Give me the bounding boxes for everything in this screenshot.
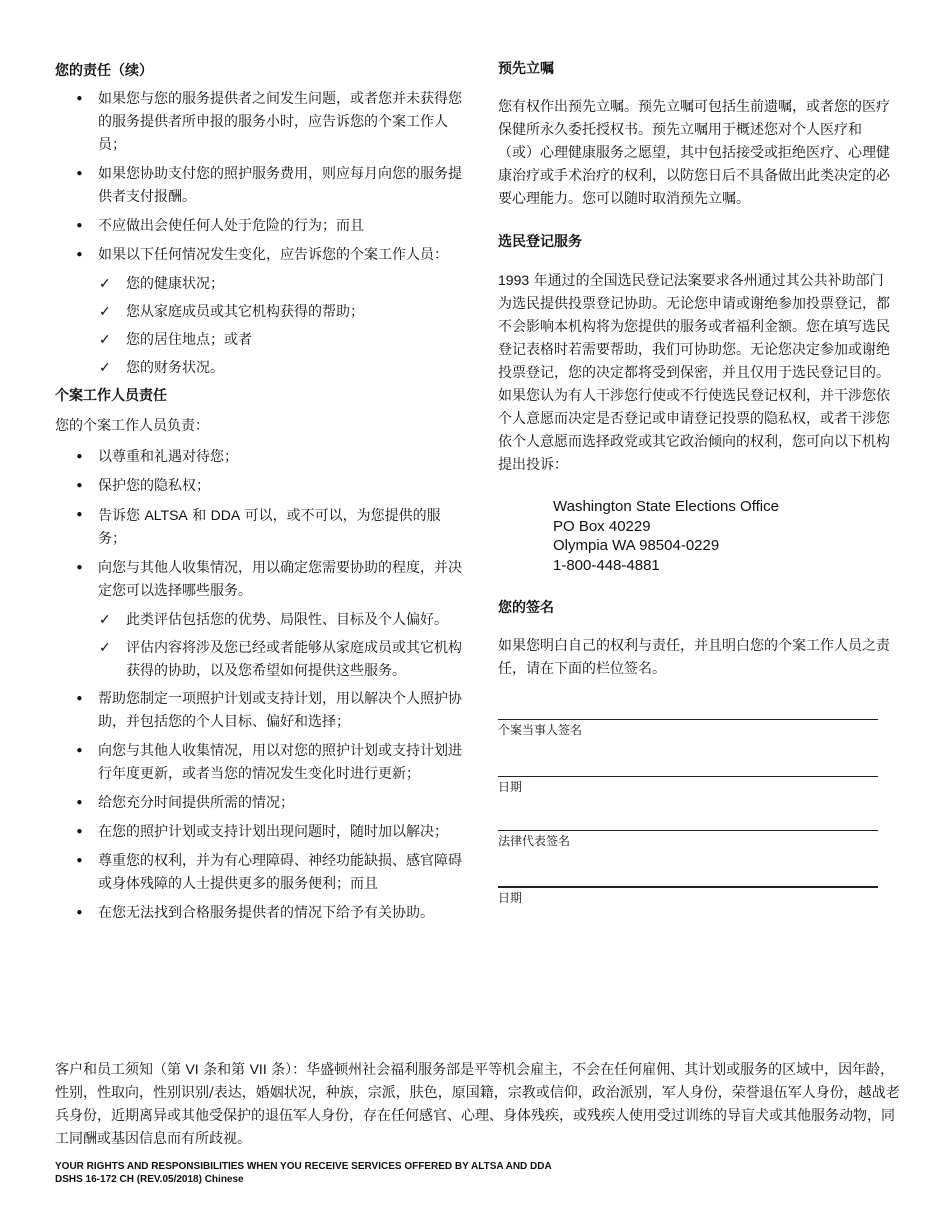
client-date-line[interactable] <box>498 776 878 777</box>
list-item: • 如果您协助支付您的照护服务费用，则应每月向您的服务提供者支付报酬。 <box>55 163 465 209</box>
list-item <box>55 504 465 551</box>
text-part: 告诉您 <box>98 508 145 524</box>
checklist-item: ✓ 您从家庭成员或其它机构获得的帮助； <box>55 301 465 324</box>
checklist-item: ✓ 评估内容将涉及您已经或者能够从家庭成员或其它机构获得的协助，以及您希望如何提供这些服务。 <box>55 637 465 683</box>
address-line: Olympia WA 98504-0229 <box>553 537 720 554</box>
form-footer <box>55 1161 552 1186</box>
signature-block <box>498 719 893 906</box>
roman-numeral: VII <box>249 1061 267 1077</box>
list-item: • 向您与其他人收集情况，用以确定您需要协助的程度，并决定您可以选择哪些服务。 <box>55 557 465 603</box>
checklist-item: ✓ 您的财务状况。 <box>55 357 465 380</box>
caseworker-heading: 个案工作人员责任 <box>55 388 167 404</box>
left-column <box>55 58 465 931</box>
caseworker-intro: 您的个案工作人员负责： <box>55 418 209 434</box>
text-part: 和 <box>187 508 211 524</box>
assessment-checklist <box>55 609 465 683</box>
list-item: • 如果以下任何情况发生变化，应告诉您的个案工作人员： <box>55 244 465 267</box>
phone-number: 1-800-448-4881 <box>553 556 660 574</box>
year: 1993 <box>498 272 530 288</box>
list-item: • 帮助您制定一项照护计划或支持计划，用以解决个人照护协助，并包括您的个人目标、偏好和选择； <box>55 688 465 734</box>
caseworker-list <box>55 446 465 603</box>
text-part: 客户和员工须知（第 <box>55 1062 186 1078</box>
responsibilities-heading: 您的责任（续） <box>55 63 153 79</box>
changes-checklist <box>55 273 465 380</box>
dda-acronym: DDA <box>210 507 241 523</box>
voter-registration-heading: 选民登记服务 <box>498 234 582 250</box>
checklist-item: ✓ 您的居住地点；或者 <box>55 329 465 352</box>
caseworker-list-continued <box>55 688 465 925</box>
text-part: 条和第 <box>198 1062 250 1078</box>
list-item: • 在您无法找到合格服务提供者的情况下给予有关协助。 <box>55 902 465 925</box>
client-signature-label: 个案当事人签名 <box>498 723 583 737</box>
form-number: DSHS 16-172 CH (REV.05/2018) Chinese <box>55 1173 244 1185</box>
text-part: 可以，或不可以，为您提供的服务； <box>98 508 441 547</box>
roman-numeral: VI <box>185 1061 199 1077</box>
elections-office-address <box>553 497 893 575</box>
voter-registration-text <box>498 269 893 477</box>
nondiscrimination-notice <box>55 1058 900 1151</box>
representative-date-label: 日期 <box>498 891 523 905</box>
list-item: • 给您充分时间提供所需的情况； <box>55 792 465 815</box>
text-part: 条）：华盛顿州社会福利服务部是平等机会雇主，不会在任何雇佣、其计划或服务的区域中，因年龄，性别，性取向，性别识别/表达，婚姻状况，种族，宗派，肤色，原国籍，宗教或信仰，政治派别，军人身份，荣誉退伍军人身份，越战老兵身份，近期离异或其他受保护的退伍军人身份，存在任何感官、心理、身体残疾，或残疾人使用受过训练的导盲犬或其他服务动物，同工同酬或基因信息而有所歧视。 <box>55 1062 900 1147</box>
checklist-item: ✓ 此类评估包括您的优势、局限性、目标及个人偏好。 <box>55 609 465 632</box>
signature-instructions: 如果您明白自己的权利与责任，并且明白您的个案工作人员之责任，请在下面的栏位签名。 <box>498 638 890 677</box>
altsa-acronym: ALTSA <box>144 507 188 523</box>
list-item: • 向您与其他人收集情况，用以对您的照护计划或支持计划进行年度更新，或者当您的情况发生变化时进行更新； <box>55 740 465 786</box>
advance-directive-text: 您有权作出预先立嘱。预先立嘱可包括生前遗嘱，或者您的医疗保健所永久委托授权书。预先立嘱用于概述您对个人医疗和（或）心理健康服务之愿望，其中包括接受或拒绝医疗、心理健康治疗或手术治疗的权利，以防您日后不具备做出此类决定的必要心理能力。您可以随时取消预先立嘱。 <box>498 99 890 207</box>
list-item: • 以尊重和礼遇对待您； <box>55 446 465 469</box>
representative-signature-label: 法律代表签名 <box>498 834 571 848</box>
address-line: Washington State Elections Office <box>553 498 779 515</box>
list-item: • 在您的照护计划或支持计划出现问题时，随时加以解决； <box>55 821 465 844</box>
representative-date-line[interactable] <box>498 886 878 888</box>
footer-title: YOUR RIGHTS AND RESPONSIBILITIES WHEN YOU RECEIVE SERVICES OFFERED BY ALTSA AND DDA <box>55 1161 552 1172</box>
client-date-label: 日期 <box>498 780 523 794</box>
list-item: • 保护您的隐私权； <box>55 475 465 498</box>
list-item: • 如果您与您的服务提供者之间发生问题，或者您并未获得您的服务提供者所申报的服务小时，应告诉您的个案工作人员； <box>55 88 465 157</box>
representative-signature-line[interactable] <box>498 830 878 831</box>
signature-heading: 您的签名 <box>498 600 554 616</box>
list-item: • 尊重您的权利，并为有心理障碍、神经功能缺损、感官障碍或身体残障的人士提供更多的服务便利；而且 <box>55 850 465 896</box>
text-part: 年通过的全国选民登记法案要求各州通过其公共补助部门为选民提供投票登记协助。无论您申请或谢绝参加投票登记，都不会影响本机构将为您提供的服务或者福利金额。您在填写选民登记表格时若需要帮助，我们可协助您。无论您决定参加或谢绝投票登记，您的决定都将受到保密，并且仅用于选民登记目的。如果您认为有人干涉您行使或不行使选民登记权利，并干涉您依个人意愿而决定是否登记或申请登记投票的隐私权，或者干涉您依个人意愿而选择政党或其它政治倾向的权利，您可向以下机构提出投诉： <box>498 273 890 473</box>
advance-directive-heading: 预先立嘱 <box>498 61 554 77</box>
responsibilities-list <box>55 88 465 267</box>
client-signature-line[interactable] <box>498 719 878 720</box>
address-line: PO Box 40229 <box>553 517 651 535</box>
checklist-item: ✓ 您的健康状况； <box>55 273 465 296</box>
list-item: • 不应做出会使任何人处于危险的行为；而且 <box>55 215 465 238</box>
right-column <box>498 58 893 906</box>
